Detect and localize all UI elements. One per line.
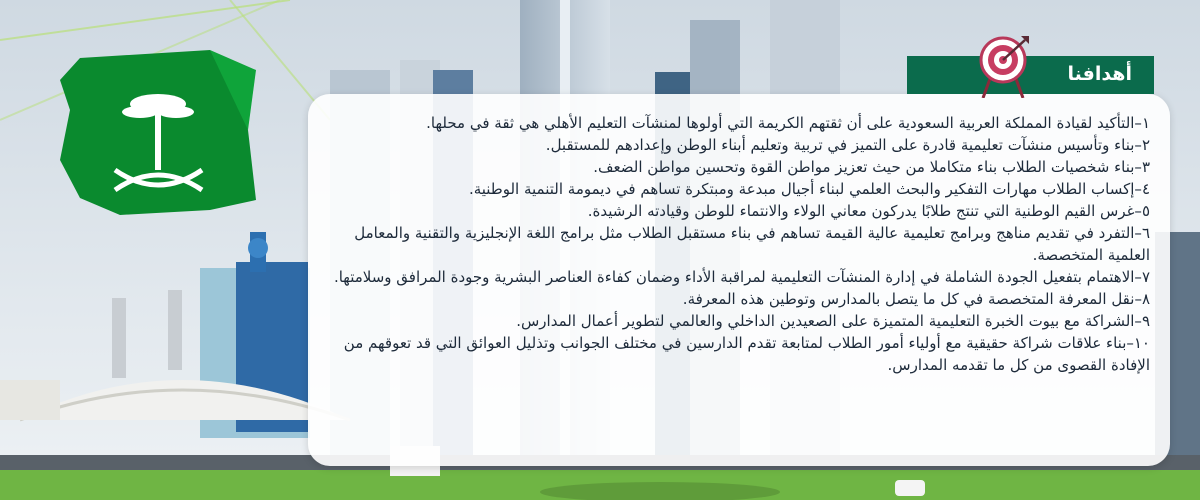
goal-item: ٣–بناء شخصيات الطلاب بناء متكاملا من حيث تعزيز مواطن القوة وتحسين مواطن الضعف. <box>593 158 1150 176</box>
saudi-emblem-icon <box>60 50 256 215</box>
goal-item: ٢–بناء وتأسيس منشآت تعليمية قادرة على التميز في تربية وتعليم أبناء الوطن وإعدادهم للمستقبل. <box>545 136 1150 154</box>
goal-item: ٩–الشراكة مع بيوت الخبرة التعليمية المتميزة على الصعيدين الداخلي والعالمي لتطوير أعمال المدارس. <box>516 312 1150 330</box>
goal-item: ٤–إكساب الطلاب مهارات التفكير والبحث العلمي لبناء أجيال مبدعة ومبتكرة تساهم في ديمومة التنمية الوطنية. <box>468 180 1150 198</box>
goal-item: ٦–التفرد في تقديم مناهج وبرامج تعليمية عالية القيمة تساهم في بناء مستقبل الطلاب مثل برامج اللغة الإنجليزية والتقنية والمعامل العلمية المتخصصة. <box>354 224 1150 264</box>
goal-item: ٨–نقل المعرفة المتخصصة في كل ما يتصل بالمدارس وتوطين هذه المعرفة. <box>682 290 1150 308</box>
goal-item: ٥–غرس القيم الوطنية التي تنتج طلابًا يدركون معاني الولاء والانتماء للوطن وقيادته الرشيدة. <box>587 202 1150 220</box>
goal-item: ١٠–بناء علاقات شراكة حقيقية مع أولياء أمور الطلاب لمتابعة تقدم الدارسين في مختلف الجوانب وتذليل العوائق التي قد تعوقهم من الإفادة القصوى من كل ما تقدمه المدارس. <box>343 334 1150 374</box>
goal-item: ١–التأكيد لقيادة المملكة العربية السعودية على أن ثقتهم الكريمة التي أولوها لمنشآت التعليم الأهلي هي ثقة في محلها. <box>426 114 1150 132</box>
goal-item: ٧–الاهتمام بتفعيل الجودة الشاملة في إدارة المنشآت التعليمية لمراقبة الأداء وضمان كفاءة العناصر البشرية وجودة المرافق وسلامتها. <box>333 268 1150 286</box>
page-title: أهدافنا <box>1067 63 1132 85</box>
goals-list <box>330 112 1150 376</box>
target-arrow-icon <box>975 34 1031 98</box>
